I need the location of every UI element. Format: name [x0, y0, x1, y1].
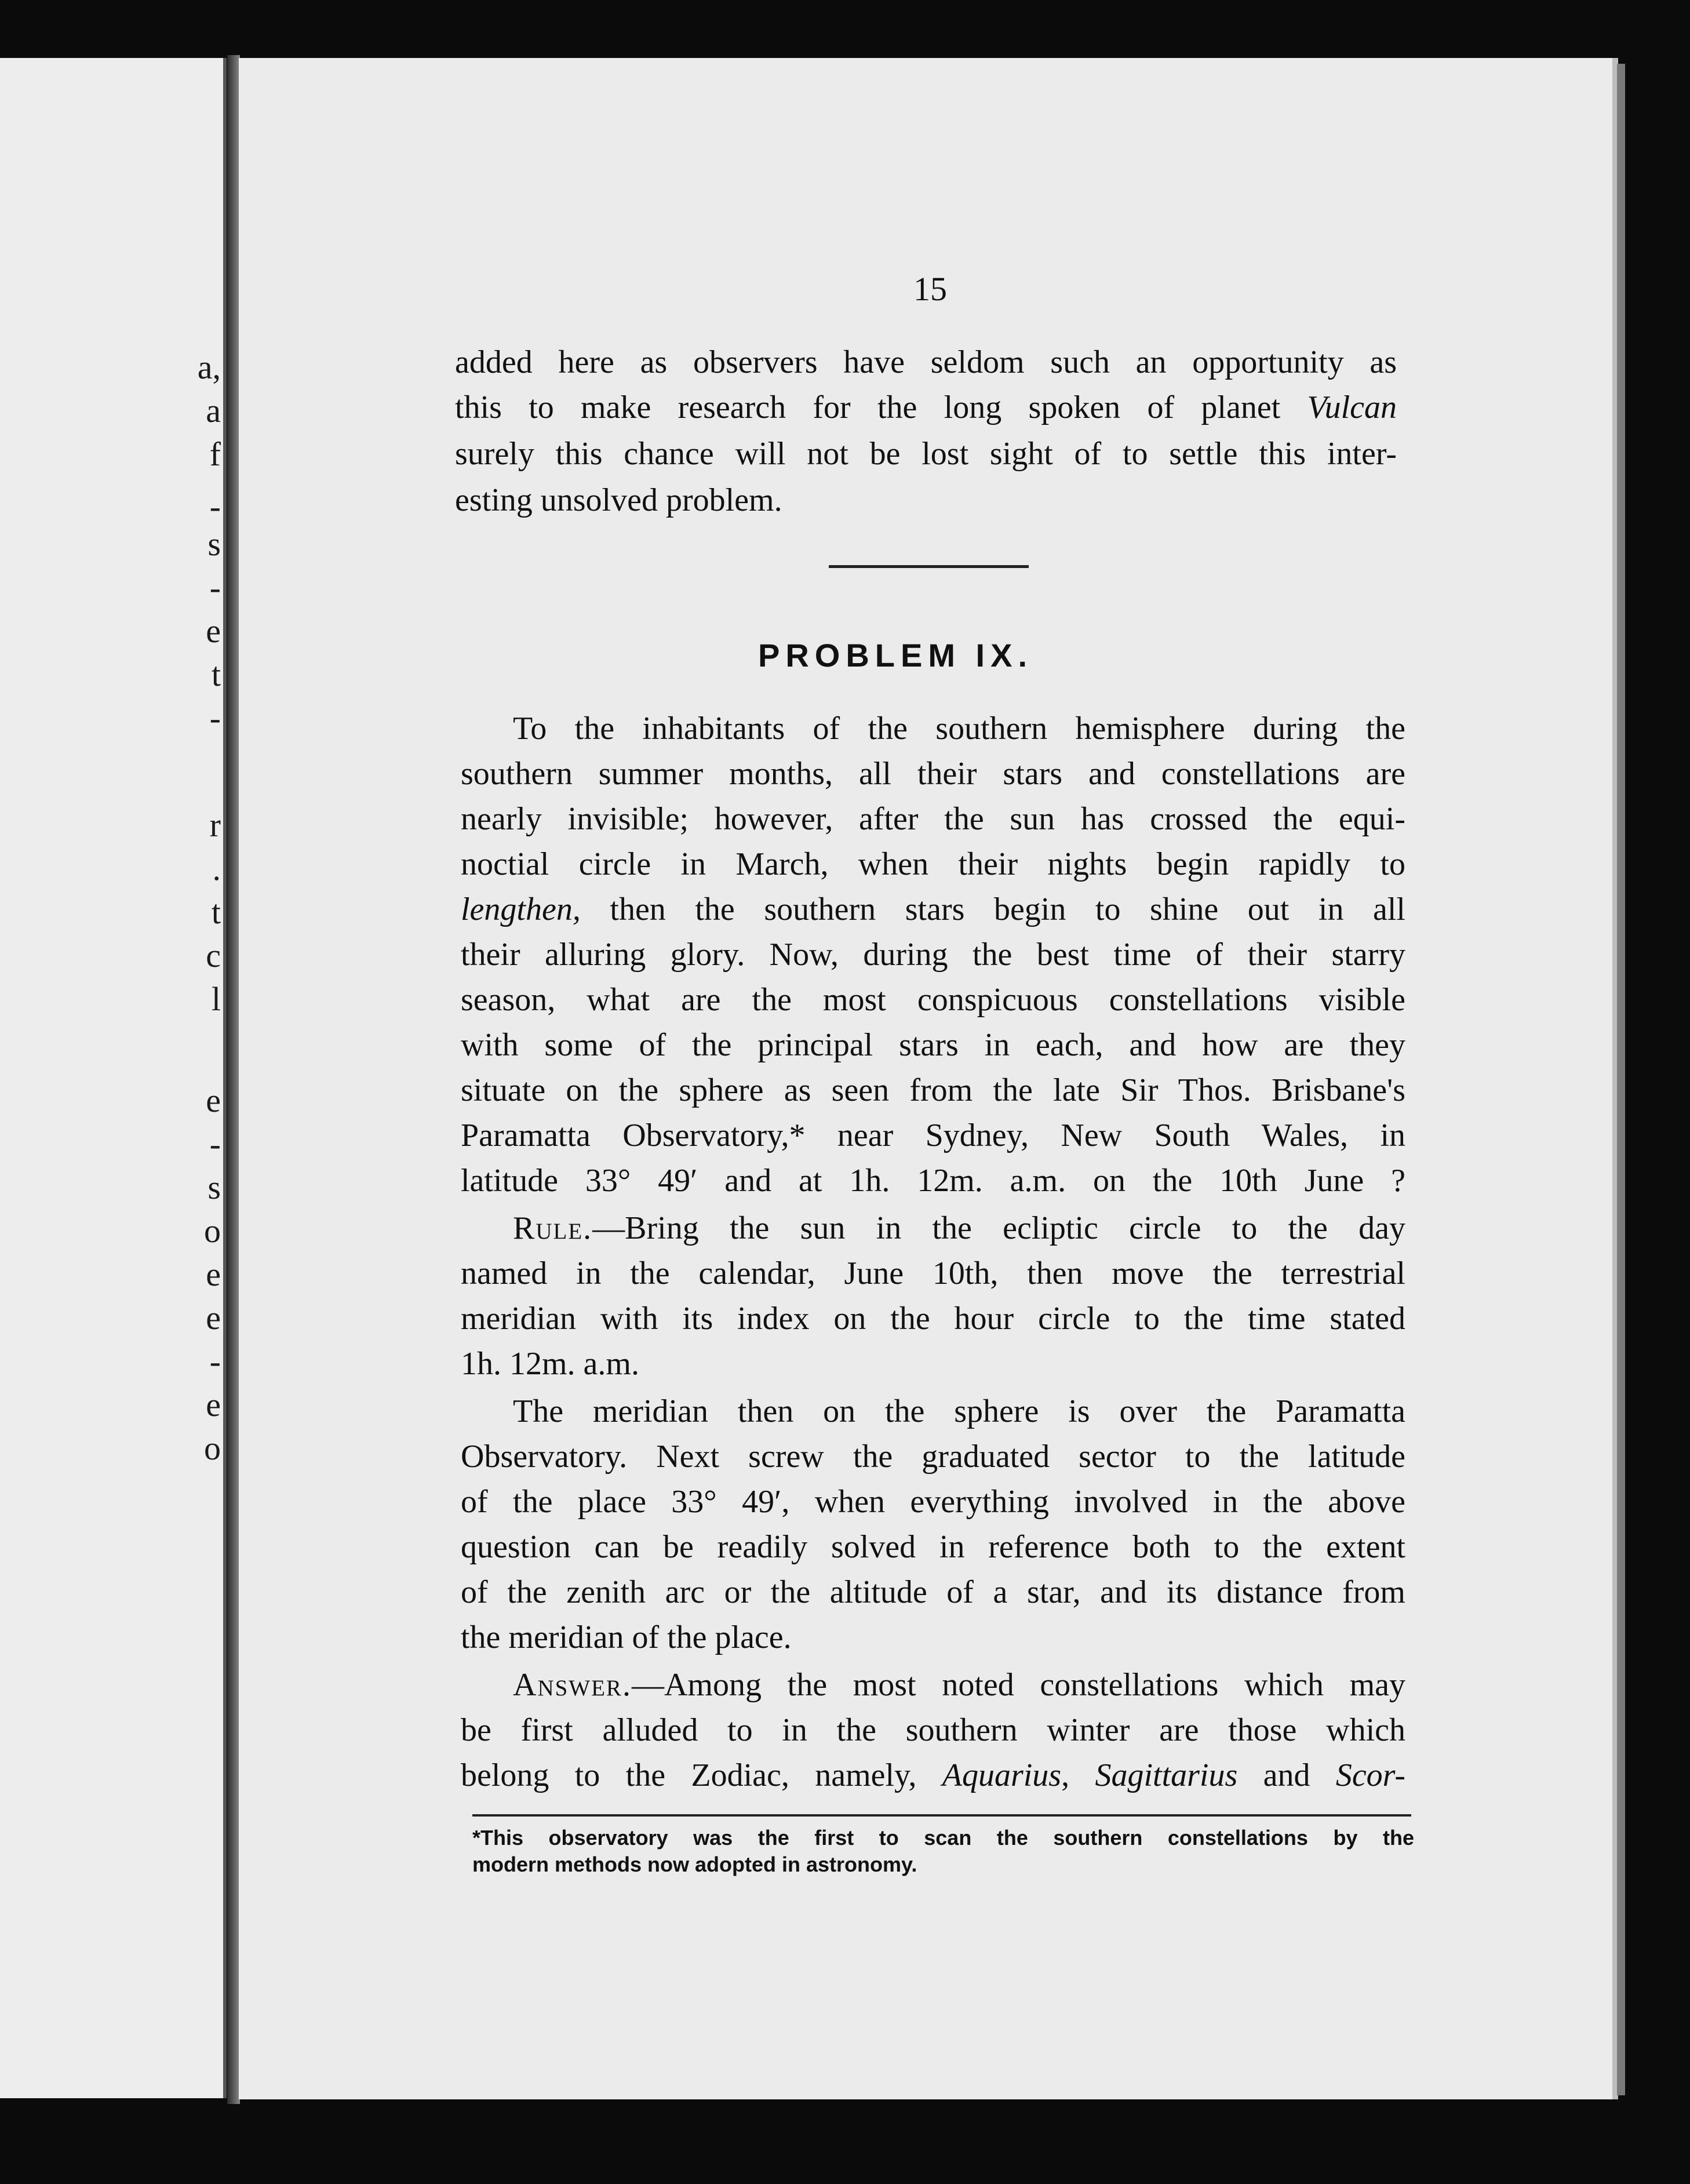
footnote-line: modern methods now adopted in astronomy.: [472, 1852, 917, 1876]
text-line: southern summer months, all their stars and constellations are: [461, 756, 1405, 792]
left-fragment: e: [206, 1082, 221, 1119]
text-run: this to make research for the long spoken of planet: [455, 390, 1307, 425]
text-run: —Bring the sun in the ecliptic circle to the day: [592, 1210, 1405, 1246]
left-fragment: -: [209, 569, 221, 606]
text-line: their alluring glory. Now, during the best time of their starry: [461, 937, 1405, 973]
text-line: [513, 1665, 1405, 1706]
italic-word: Aquarius: [942, 1757, 1062, 1793]
left-fragment: e: [206, 1299, 221, 1337]
italic-word: Scor-: [1335, 1757, 1405, 1793]
text-run: then the southern stars begin to shine out in all: [580, 891, 1405, 927]
text-line: Observatory. Next screw the graduated sector to the latitude: [461, 1439, 1405, 1475]
left-fragment: a,: [197, 348, 221, 386]
left-fragment: -: [209, 487, 221, 525]
text-line: meridian with its index on the hour circle to the time stated: [461, 1301, 1405, 1337]
left-fragment: t: [211, 893, 221, 931]
left-fragment: .: [212, 850, 221, 887]
left-fragment: o: [204, 1212, 221, 1250]
text-line: with some of the principal stars in each, and how are they: [461, 1027, 1405, 1063]
text-line: the meridian of the place.: [461, 1619, 792, 1655]
italic-word: lengthen,: [461, 891, 581, 927]
left-fragment: t: [211, 656, 221, 693]
text-line: Paramatta Observatory,* near Sydney, New South Wales, in: [461, 1118, 1405, 1153]
left-fragment: l: [211, 980, 221, 1018]
text-line: named in the calendar, June 10th, then move the terrestrial: [461, 1255, 1405, 1291]
italic-word: Vulcan: [1307, 390, 1397, 425]
text-run: ,: [1061, 1757, 1095, 1793]
left-fragment: e: [206, 1255, 221, 1293]
problem-heading: PROBLEM IX.: [757, 637, 1033, 674]
page-gutter-shadow: [227, 55, 240, 2104]
text-line: added here as observers have seldom such an opportunity as: [455, 344, 1397, 380]
text-run: —Among the most noted constellations which may: [631, 1667, 1405, 1703]
left-fragment: -: [209, 1342, 221, 1380]
text-run: belong to the Zodiac, namely,: [461, 1757, 942, 1793]
text-line: 1h. 12m. a.m.: [461, 1346, 639, 1382]
left-fragment: f: [209, 435, 221, 473]
text-line: [461, 889, 1405, 931]
text-line: nearly invisible; however, after the sun has crossed the equi-: [461, 801, 1405, 837]
left-fragment: -: [209, 699, 221, 737]
section-divider-rule: [829, 565, 1029, 568]
text-line: be first alluded to in the southern winter are those which: [461, 1712, 1405, 1748]
text-line: season, what are the most conspicuous constellations visible: [461, 982, 1405, 1018]
italic-word: Sagittarius: [1095, 1757, 1238, 1793]
page-number: 15: [913, 270, 947, 308]
text-line: noctial circle in March, when their nights begin rapidly to: [461, 846, 1405, 882]
text-line: question can be readily solved in reference both to the extent: [461, 1529, 1405, 1565]
text-run: and: [1237, 1757, 1336, 1793]
left-fragment: c: [206, 937, 221, 974]
left-fragment: -: [209, 1125, 221, 1163]
footnote-line: *This observatory was the first to scan the southern constellations by the: [472, 1826, 1414, 1850]
text-line: [455, 387, 1397, 429]
left-fragment: e: [206, 1386, 221, 1424]
left-fragment: o: [204, 1429, 221, 1467]
text-line: The meridian then on the sphere is over the Paramatta: [513, 1393, 1405, 1429]
left-fragment: s: [207, 525, 221, 563]
text-line: [461, 1755, 1405, 1797]
text-line: of the zenith arc or the altitude of a star, and its distance from: [461, 1574, 1405, 1610]
page-edge: [1617, 64, 1625, 2095]
left-fragment: a: [206, 392, 221, 429]
footnote-rule: [472, 1814, 1411, 1817]
left-fragment: r: [209, 806, 221, 844]
text-line: latitude 33° 49′ and at 1h. 12m. a.m. on the 10th June ?: [461, 1163, 1405, 1199]
rule-label: Rule.: [513, 1210, 593, 1246]
text-line: situate on the sphere as seen from the late Sir Thos. Brisbane's: [461, 1072, 1405, 1108]
left-page-strip: [0, 58, 227, 2098]
left-fragment: e: [206, 612, 221, 650]
text-line: To the inhabitants of the southern hemisphere during the: [513, 711, 1405, 747]
answer-label: Answer.: [513, 1667, 632, 1703]
left-fragment: s: [207, 1169, 221, 1206]
text-line: surely this chance will not be lost sight of to settle this inter-: [455, 436, 1397, 472]
text-line: esting unsolved problem.: [455, 482, 782, 518]
text-line: of the place 33° 49′, when everything involved in the above: [461, 1484, 1405, 1520]
text-line: [513, 1208, 1405, 1250]
